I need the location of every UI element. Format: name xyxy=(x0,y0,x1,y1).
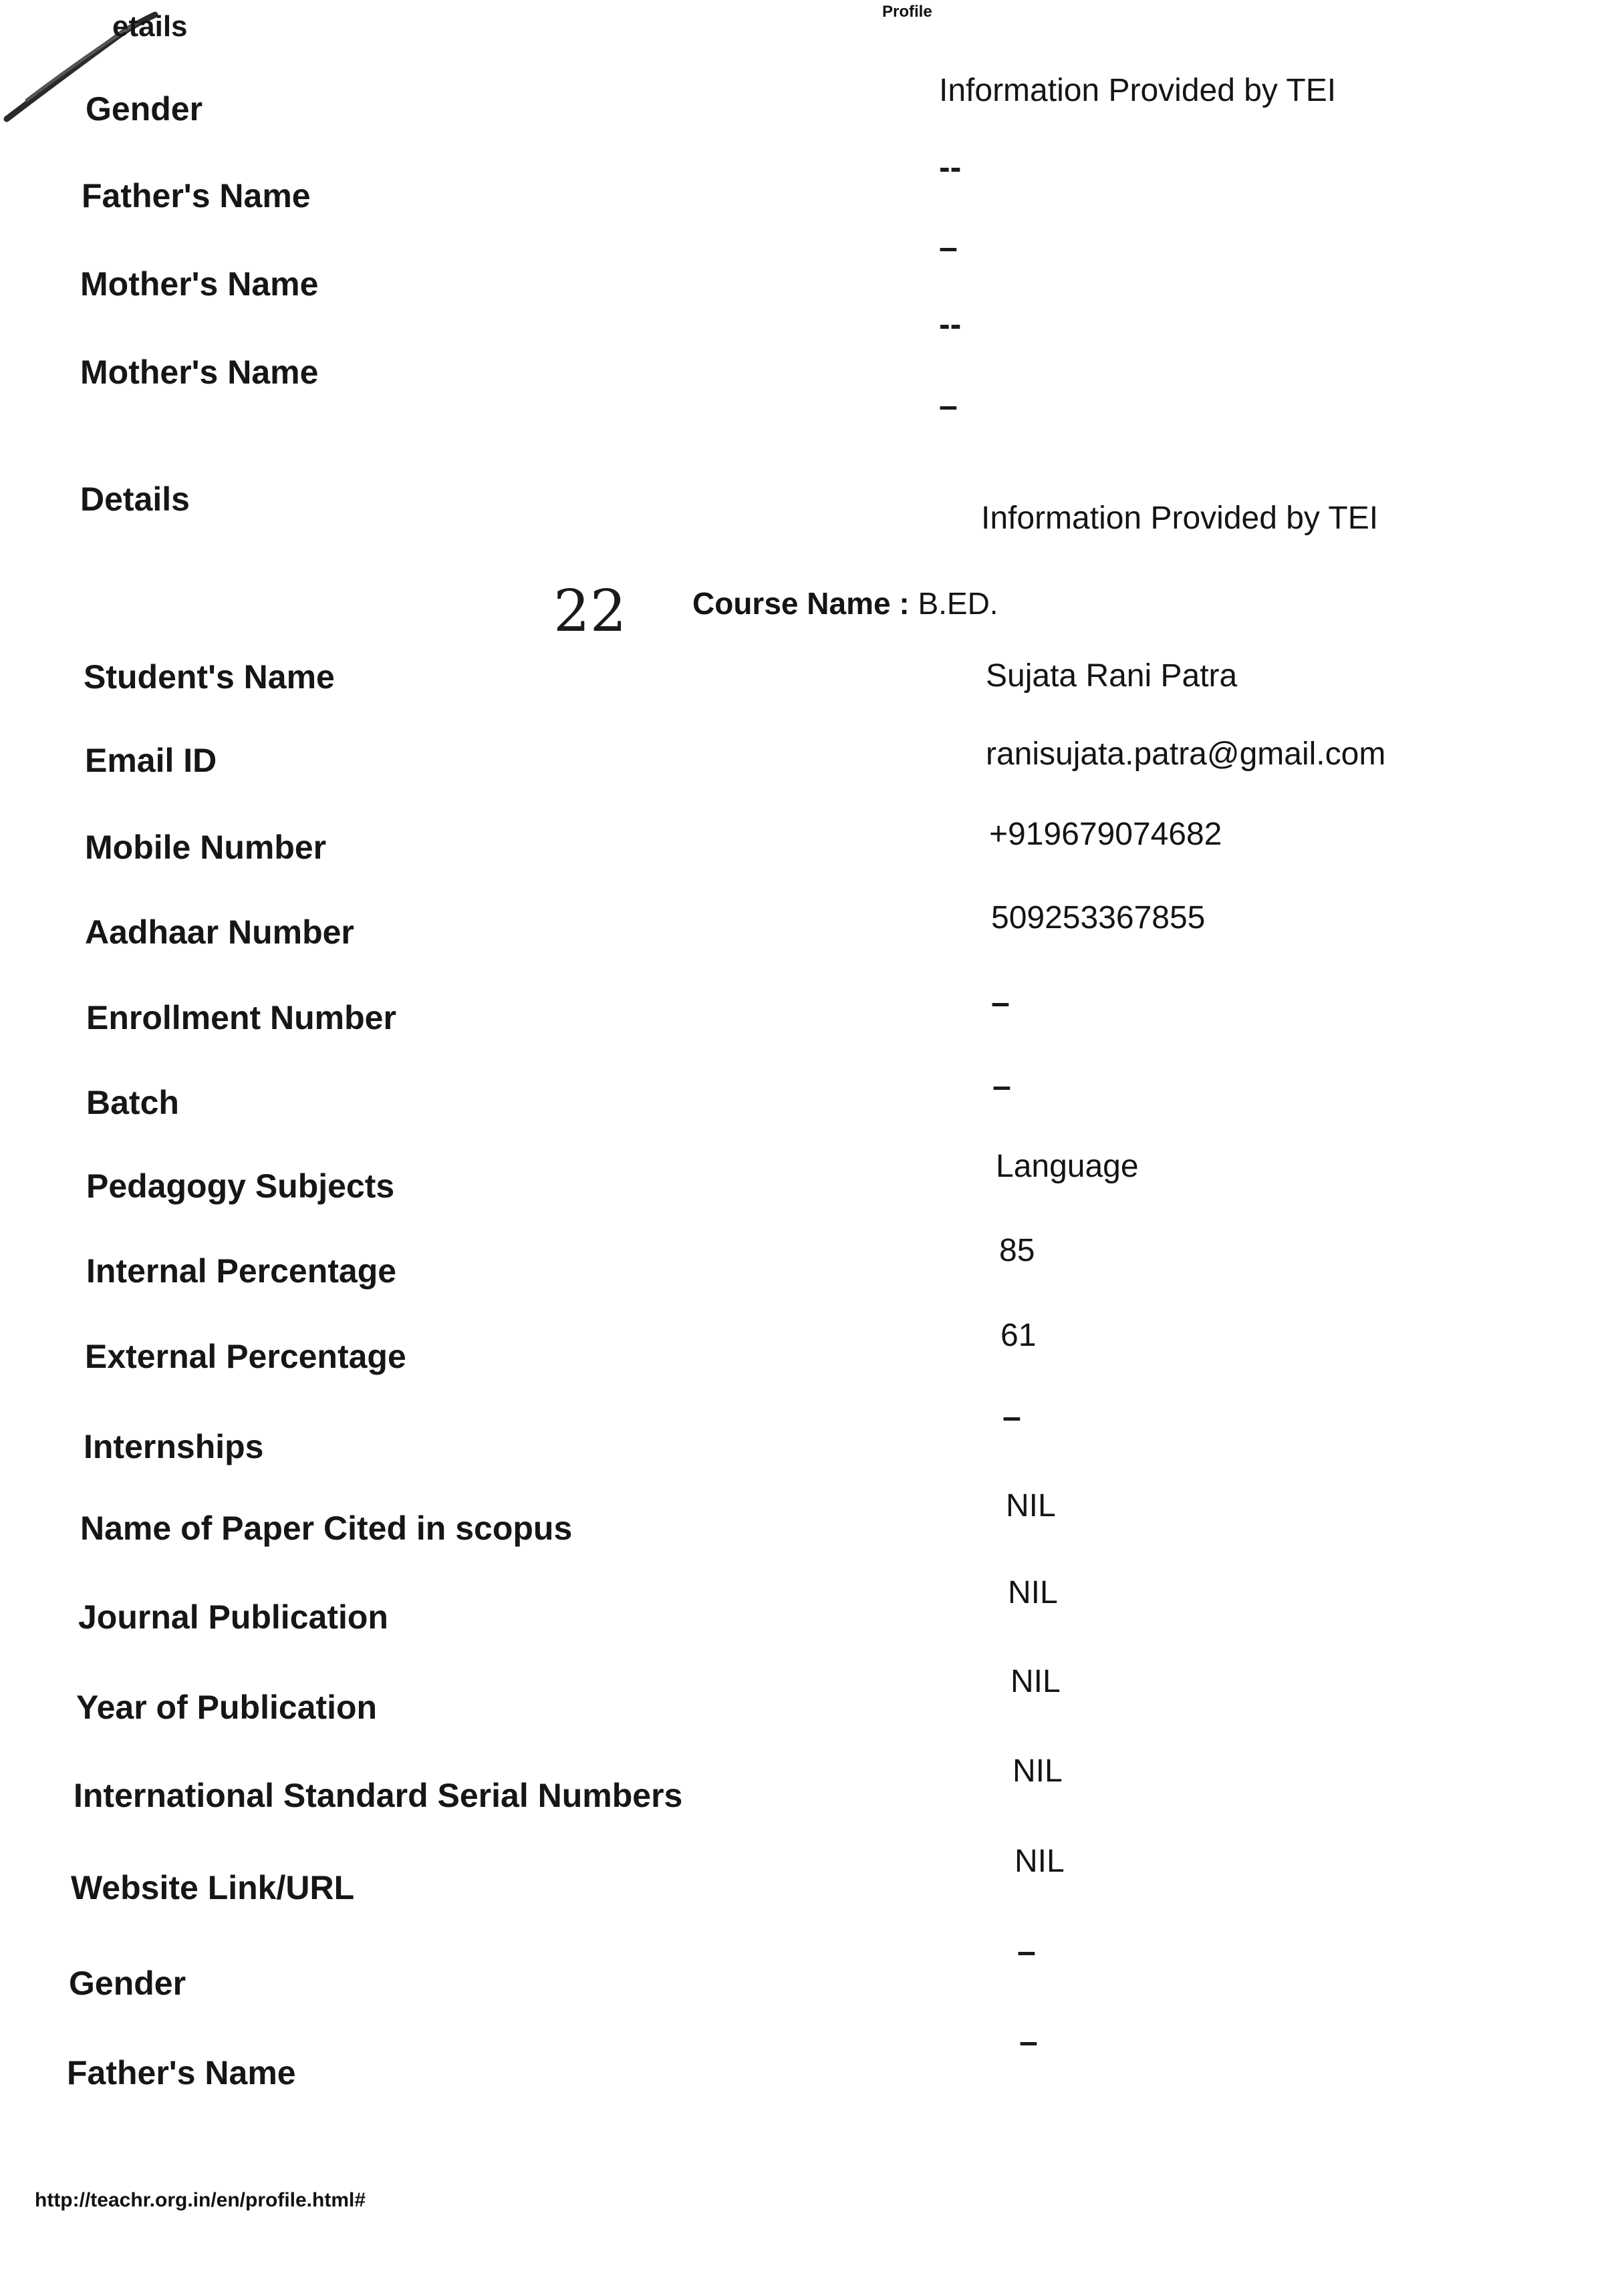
field-value: – xyxy=(1019,2023,1038,2060)
field-label: International Standard Serial Numbers xyxy=(74,1777,683,1814)
field-value: -- xyxy=(939,305,962,343)
field-label: Mother's Name xyxy=(80,353,319,391)
details-label-partial: etails xyxy=(112,10,188,43)
field-value: – xyxy=(939,229,958,266)
field-label: Gender xyxy=(86,90,203,128)
course-value: B.ED. xyxy=(918,586,998,621)
field-label: External Percentage xyxy=(85,1338,406,1375)
field-label: Email ID xyxy=(85,742,217,779)
handwritten-number: 22 xyxy=(553,578,627,645)
course-name xyxy=(692,588,998,619)
field-label: Gender xyxy=(69,1965,186,2002)
info-header-details: Information Provided by TEI xyxy=(981,500,1379,536)
field-value: NIL xyxy=(1008,1575,1058,1610)
field-value: NIL xyxy=(1011,1664,1061,1699)
field-value: +919679074682 xyxy=(989,817,1222,852)
field-label: Father's Name xyxy=(82,177,311,214)
field-value: NIL xyxy=(1015,1844,1065,1879)
field-label: Aadhaar Number xyxy=(85,913,354,951)
field-value: – xyxy=(992,1067,1011,1105)
field-value: 85 xyxy=(999,1233,1035,1268)
info-header-top: Information Provided by TEI xyxy=(939,73,1337,108)
profile-label: Profile xyxy=(882,3,932,21)
field-value: -- xyxy=(939,148,962,186)
field-label: Batch xyxy=(86,1084,179,1121)
course-label: Course Name : xyxy=(692,586,910,621)
field-label: Mobile Number xyxy=(85,829,327,866)
field-value: NIL xyxy=(1013,1753,1063,1789)
field-label: Year of Publication xyxy=(76,1689,378,1726)
field-label: Pedagogy Subjects xyxy=(86,1167,395,1205)
field-label: Mother's Name xyxy=(80,265,319,303)
field-label: Internships xyxy=(84,1428,264,1465)
field-label: Father's Name xyxy=(67,2054,296,2092)
field-value: Language xyxy=(996,1149,1139,1184)
field-label: Website Link/URL xyxy=(71,1869,355,1906)
field-label: Journal Publication xyxy=(78,1598,388,1636)
field-label: Internal Percentage xyxy=(86,1252,397,1290)
footer-url: http://teachr.org.in/en/profile.html# xyxy=(35,2189,366,2211)
field-value: – xyxy=(1002,1398,1021,1435)
field-value: NIL xyxy=(1006,1488,1056,1524)
field-value: – xyxy=(991,984,1010,1021)
field-value: 509253367855 xyxy=(991,900,1206,936)
field-value: – xyxy=(939,387,958,424)
field-label: Student's Name xyxy=(84,658,335,696)
field-value: Sujata Rani Patra xyxy=(986,658,1238,694)
field-label: Enrollment Number xyxy=(86,999,396,1036)
field-label: Name of Paper Cited in scopus xyxy=(80,1510,573,1547)
field-value: – xyxy=(1017,1932,1036,1970)
details-label: Details xyxy=(80,480,190,518)
field-value: 61 xyxy=(1000,1318,1037,1353)
field-value: ranisujata.patra@gmail.com xyxy=(986,736,1386,772)
